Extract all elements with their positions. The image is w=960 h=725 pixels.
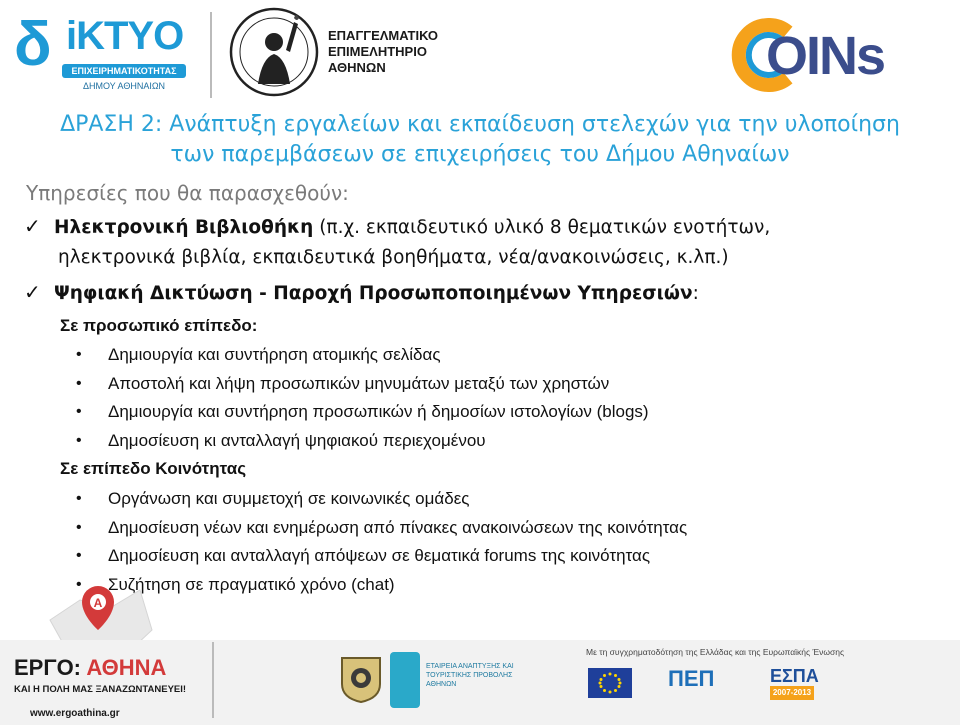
list-item-text: Δημιουργία και συντήρηση ατομικής σελίδας	[108, 345, 441, 364]
list-item-text: Δημοσίευση κι ανταλλαγή ψηφιακού περιεχομένου	[108, 430, 486, 450]
list-item	[76, 398, 649, 427]
ergo-tagline: ΚΑΙ Η ΠΟΛΗ ΜΑΣ ΞΑΝΑΖΩΝΤΑΝΕΥΕΙ!	[14, 684, 187, 695]
bullet-icon: •	[76, 547, 82, 564]
page-title-line: ΔΡΑΣΗ 2: Ανάπτυξη εργαλείων και εκπαίδευση στελεχών για την υλοποίηση	[60, 112, 900, 137]
list-item	[76, 514, 687, 543]
check-item-library	[24, 211, 844, 273]
list-item-text: Αποστολή και λήψη προσωπικών μηνυμάτων μεταξύ των χρηστών	[108, 373, 610, 393]
check-item-bold: Ηλεκτρονική Βιβλιοθήκη	[54, 217, 314, 238]
check-item-continuation: ηλεκτρονικά βιβλία, εκπαιδευτικά βοηθήματα, νέα/ανακοινώσεις, κ.λπ.)	[58, 247, 729, 268]
chamber-name-line: ΑΘΗΝΩΝ	[328, 60, 386, 75]
chamber-name-line: ΕΠΙΜΕΛΗΤΗΡΙΟ	[328, 44, 427, 59]
footer-divider	[212, 642, 214, 718]
pep-logo: ΠΕΠ	[668, 666, 715, 691]
ergo-url-link[interactable]: www.ergoathina.gr	[30, 708, 120, 719]
diktyo-logo-sub: ΔΗΜΟΥ ΑΘΗΝΑΙΩΝ	[82, 81, 166, 91]
ergo-city: ΑΘΗΝΑ	[86, 655, 167, 680]
list-item	[76, 542, 687, 571]
bullet-icon: •	[76, 374, 82, 392]
cofunding-text: Με τη συγχρηματοδότηση της Ελλάδας και της Ευρωπαϊκής Ένωσης	[586, 647, 845, 657]
ergo-athina-logo	[14, 656, 166, 680]
diktyo-logo-bar: ΕΠΙΧΕΙΡΗΜΑΤΙΚΟΤΗΤΑΣ	[62, 64, 186, 78]
check-item-bold: Ψηφιακή Δικτύωση - Παροχή Προσωποποιημένων Υπηρεσιών	[54, 283, 693, 304]
coins-logo	[730, 18, 940, 92]
athens-municipality-emblem-icon	[338, 654, 384, 704]
section-heading-personal: Σε προσωπικό επίπεδο:	[60, 316, 258, 335]
check-item-networking	[24, 277, 699, 309]
eu-flag-icon	[588, 668, 632, 698]
espa-years-badge: 2007-2013	[770, 686, 814, 700]
bullet-icon: •	[76, 346, 82, 363]
section-heading-community: Σε επίπεδο Κοινότητας	[60, 459, 247, 478]
list-item	[76, 341, 649, 370]
list-item-text: Συζήτηση σε πραγματικό χρόνο (chat)	[108, 574, 395, 594]
list-item-text: Δημοσίευση και ανταλλαγή απόψεων σε θεματικά forums της κοινότητας	[108, 546, 651, 565]
bullet-icon: •	[76, 490, 82, 507]
list-item	[76, 427, 649, 456]
bullet-icon: •	[76, 575, 82, 593]
community-services-list	[76, 485, 687, 599]
chamber-seal-icon	[228, 6, 320, 98]
bullet-icon: •	[76, 518, 82, 536]
chamber-name-line: ΕΠΑΓΓΕΛΜΑΤΙΚΟ	[328, 28, 439, 43]
ergo-prefix: ΕΡΓΟ:	[14, 655, 87, 680]
checkmark-icon: ✓	[24, 280, 41, 304]
services-heading: Υπηρεσίες που θα παρασχεθούν:	[26, 181, 349, 205]
etai-name: ΕΤΑΙΡΕΙΑ ΑΝΑΠΤΥΞΗΣ ΚΑΙ ΤΟΥΡΙΣΤΙΚΗΣ ΠΡΟΒΟΛΗΣ ΑΘΗΝΩΝ	[426, 663, 514, 688]
page-title	[0, 110, 960, 170]
espa-logo: ΕΣΠΑ	[770, 666, 819, 686]
chamber-name	[328, 28, 438, 76]
page-title-line: των παρεμβάσεων σε επιχειρήσεις του Δήμου Αθηναίων	[170, 142, 790, 167]
etai-logo-icon	[390, 652, 420, 708]
coins-logo-name: OINs	[766, 26, 885, 86]
check-item-text: (π.χ. εκπαιδευτικό υλικό 8 θεματικών ενοτήτων,	[313, 217, 771, 238]
diktyo-logo	[14, 10, 190, 94]
list-item	[76, 571, 687, 600]
diktyo-logo-name: iKTYO	[66, 14, 184, 58]
list-item-text: Δημοσίευση νέων και ενημέρωση από πίνακες ανακοινώσεων της κοινότητας	[108, 517, 688, 537]
list-item-text: Οργάνωση και συμμετοχή σε κοινωνικές ομάδες	[108, 489, 470, 508]
bullet-icon: •	[76, 431, 82, 449]
check-item-text: :	[692, 283, 699, 304]
header-divider	[210, 12, 212, 98]
personal-services-list	[76, 341, 649, 455]
svg-text:A: A	[93, 596, 103, 610]
list-item	[76, 370, 649, 399]
checkmark-icon: ✓	[24, 214, 41, 238]
list-item-text: Δημιουργία και συντήρηση προσωπικών ή δημοσίων ιστολογίων (blogs)	[108, 402, 649, 421]
bullet-icon: •	[76, 403, 82, 420]
list-item	[76, 485, 687, 514]
diktyo-logo-letter: δ	[14, 10, 52, 79]
